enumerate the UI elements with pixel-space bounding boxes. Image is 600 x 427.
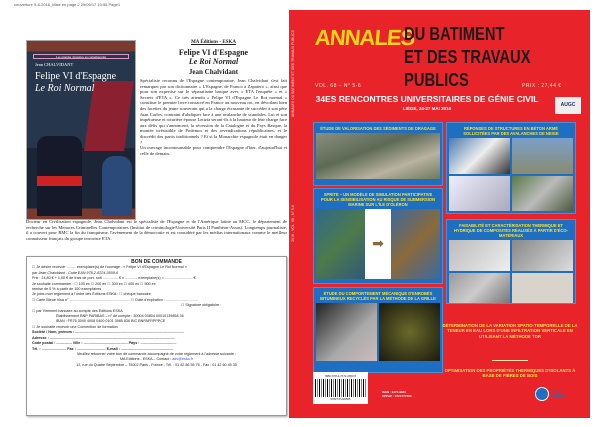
composite-photos (449, 240, 573, 303)
barcode-bars (315, 379, 366, 397)
photo (512, 273, 573, 304)
article-title: DÉTERMINATION DE LA VARIATION SPATIO-TEMPORELLE DE LA TENEUR EN EAU LORS D'UNE INFILTRATION VERTICALE EN UTILISANT LA MÉTHODE TDR (442, 323, 578, 339)
form-line: par Jean Chalvidant - Code EAN 978-2-8224-0509-6 (32, 270, 119, 275)
book-cover-title: Felipe VI d'Espagne (35, 71, 117, 82)
divider (492, 360, 528, 361)
oleron-maps (316, 209, 440, 279)
book-description: Spécialiste reconnu de l'Espagne contemporaine, Jean Chalvidant s'est fait remarquer par son dictionnaire « L'Espagne, de Franco à Zapatero », ainsi que pour son expertise sur le séparatisme basque avec « ETA l'enquête » et « Secrets d'ETA ». Ce très attendu « Felipe VI d'Espagne Le Roi normal » constitue le premier livre consacré en France au nouveau roi, en dévoilant bien des facettes du jeune souverain qui a la charge écrasante de succéder à son père Juan Carlos, contraint d'abdiquer face à une avalanche de scandales. Lui et son impétueuse et roturière épouse Letizia seront-ils à la hauteur de leur charge face aux défis qui s'annoncent, la sécession de la Catalogne et du Pays Basque, la montée irrésistible de Podemos et des revendications républicaines, et le discrédit des partis traditionnels ? Et si la Monarchie espagnole était en danger ? (140, 78, 287, 145)
asphalt-photos (316, 303, 440, 361)
form-footer-3: 12, rue du Quatre Septembre – 75002 Paris - France - Tél. : 01 42 86 55 75 - Fax : 01 42 60 45 35 (76, 362, 237, 367)
book-cover-image (26, 40, 136, 220)
book-icon (535, 387, 549, 401)
photo (449, 240, 510, 271)
book-description-2: Un ouvrage incontournable pour comprendre l'Espagne d'hier, d'aujourd'hui et celle de demain. (140, 145, 287, 156)
article-title: RÉPONSES DE STRUCTURES EN BÉTON ARMÉ SOLLICITÉES PAR DES AVALANCHES DE NEIGE (463, 126, 559, 136)
form-line[interactable]: ☐ Carte Bleue Visa n° ........................................................... ☐ Date d'expiration : ............................... (32, 297, 198, 302)
order-form-title: BON DE COMMANDE (131, 259, 182, 265)
form-line[interactable]: Code postal : ............... Ville : ........................................... Pays : ................................... (32, 341, 177, 346)
article-title: FAISABILITÉ ET CARACTÉRISATION THERMIQUE ET HYDRIQUE DE COMPOSITES RÉALISÉS À PARTIR D'ÉCO-MATÉRIAUX (454, 223, 568, 238)
cppap: CPPAP : 0721T77666 (382, 393, 412, 398)
publisher-name: ESKA (551, 393, 565, 399)
spine-title: ANNALES DU BATIMENT ET DES TRAVAUX PUBLICS (291, 30, 295, 118)
sash (37, 176, 82, 186)
photo (512, 138, 573, 174)
article-title: ÉTUDE DU COMPORTEMENT MÉCANIQUE D'ENROBÉS BITUMINEUX RECYCLÉS PAR LA MÉTHODE DE LA GRILLE (320, 291, 436, 301)
book-author: Jean Chalvidant (188, 68, 239, 76)
queen-figure (102, 156, 132, 216)
magazine-title (404, 23, 565, 92)
form-line: Établissement BNP PARIBAS – n° de compte : 30004 00804 00010139858 36 (56, 314, 184, 319)
book-series: Les grandes dynasties au contemporain (33, 54, 129, 59)
eska-logo-text (551, 389, 565, 399)
publisher-label: Éditions (551, 389, 562, 393)
form-line: IBAN : FR76 3000 4008 0400 0101 3985 836 BIC BNPAFRPPPCE (56, 319, 166, 324)
publisher: MA Éditions - ESKA (191, 40, 236, 45)
article-panel (446, 219, 576, 304)
arrow-right-icon: ➡ (372, 236, 384, 252)
map-image (391, 209, 440, 279)
eska-logo (535, 387, 565, 401)
order-form (26, 256, 287, 416)
volume: VOL. 68 – N° 5-6 (315, 83, 362, 89)
photo (512, 176, 573, 212)
article-panel (313, 188, 443, 284)
photo (449, 138, 510, 174)
article-panel (446, 122, 576, 214)
barcode-number: 9782747226505 (330, 397, 351, 401)
dredging-photo (316, 133, 440, 179)
contact-label: MA Editions - ESKA – Contact : (119, 357, 172, 362)
form-line[interactable]: ☐ Je désire recevoir ......... exemplaire(s) de l'ouvrage : « Felipe VI d'Espagne Le Roi Normal » (32, 265, 187, 270)
author-bio: Docteur en Civilisation espagnole, Jean Chalvidant est le spécialiste de l'Espagne et de l'Amérique latine au MCC, le département de recherche sur les Menaces Criminelles Contemporaines (Institut de criminologie/Université Paris II Panthéon-Assas). Longtemps journaliste, il a couvert pour RMC la fin du franquisme, l'avènement de la démocratie et est considéré par les médias internationaux comme le meilleur connaisseur français du groupe terroriste ETA. (26, 219, 287, 241)
print-slug: couverture 5-6-2016_Mise en page 2 29/06/17 10:55 Page1 (14, 2, 121, 7)
article-title: ÉTUDE DE VALORISATION DES SÉDIMENTS DE DRAGAGE (320, 126, 436, 131)
article-title: SPRITE – UN MODÈLE DE SIMULATION PARTICIPATIVE POUR LA SENSIBILISATION AU RISQUE DE SUBMERSION MARINE SUR L'ÎLE D'OLÉRON (320, 192, 436, 207)
form-line[interactable]: ☐ Je souhaite recevoir une Convention de formation (32, 324, 118, 329)
isbn: ISBN 978-2-7472-2650-5 (324, 374, 357, 378)
article-title: OPTIMISATION DES PROPRIÉTÉS THERMIQUES D'ISOLANTS À BASE DE FIBRES DE BOIS (444, 368, 576, 379)
issn: ISSN : 1270-9840 (382, 390, 407, 394)
book-cover-subtitle: Le Roi Normal (35, 83, 95, 94)
annales-logo: ANNALES (313, 25, 416, 50)
form-line[interactable]: Je souhaite commander : ☐ 100 ex ☐ 200 ex ☐ 300 ex ☐ 400 ex ☐ 500 ex (32, 281, 156, 286)
spine-issue: 2016 - VOL. 68 - N° 5-6 (291, 205, 295, 242)
barcode (313, 372, 368, 404)
article-panel (313, 287, 443, 373)
photo (449, 273, 510, 304)
form-line: remise de 5 % à partir de 100 exemplaires (32, 287, 102, 292)
augc-logo: AUGC (555, 97, 581, 114)
photo (379, 303, 440, 361)
issn-info (382, 391, 412, 398)
magazine-title-line-1: DU BATIMENT (404, 24, 505, 44)
magazine-title-line-2: ET DES TRAVAUX PUBLICS (404, 47, 531, 90)
book-title: Felipe VI d'Espagne (178, 48, 249, 57)
photo (316, 303, 377, 361)
spine (289, 10, 302, 418)
price: PRIX : 27,44 € (522, 83, 562, 89)
book-cover-author: Jean CHALVIDANT (35, 62, 74, 67)
form-line[interactable]: Société / Nom, prénom : .......................................................................................................... (32, 330, 184, 335)
form-line[interactable]: Je joins mon règlement à l'ordre des Éditions ESKA : ☐ chèque bancaire (32, 292, 151, 297)
form-line[interactable]: Prix : 24,80 € + 1,00 € de frais de port, soit ............... € x ............ exemplaire(s) = ........................... € (32, 276, 196, 281)
form-line[interactable]: Tél. : ........................ Fax : ............................ E-mail : ................................................... (32, 346, 174, 351)
form-line[interactable]: ☐ par Virement bancaire au compte des Éditions ESKA (32, 308, 123, 313)
article-panel (313, 122, 443, 186)
map-image (316, 209, 365, 279)
book-info (140, 40, 287, 156)
contact-email-link[interactable]: adv@eska.fr (172, 357, 194, 362)
conference-title: 34ES RENCONTRES UNIVERSITAIRES DE GÉNIE CIVIL (315, 94, 539, 104)
book-subtitle: Le Roi Normal (188, 57, 239, 66)
form-footer-1: Veuillez retourner votre bon de commande accompagné de votre règlement à l'adresse suivante : (77, 351, 236, 356)
photo (449, 176, 510, 212)
photo (512, 240, 573, 271)
form-line[interactable]: ☐ Signature obligatoire : (181, 303, 222, 308)
avalanche-photos (449, 138, 573, 211)
form-line[interactable]: Adresse : .......................................................................................................................... (32, 335, 175, 340)
conference-place: LIÈGE, 24-27 MAI 2016 (402, 106, 452, 111)
